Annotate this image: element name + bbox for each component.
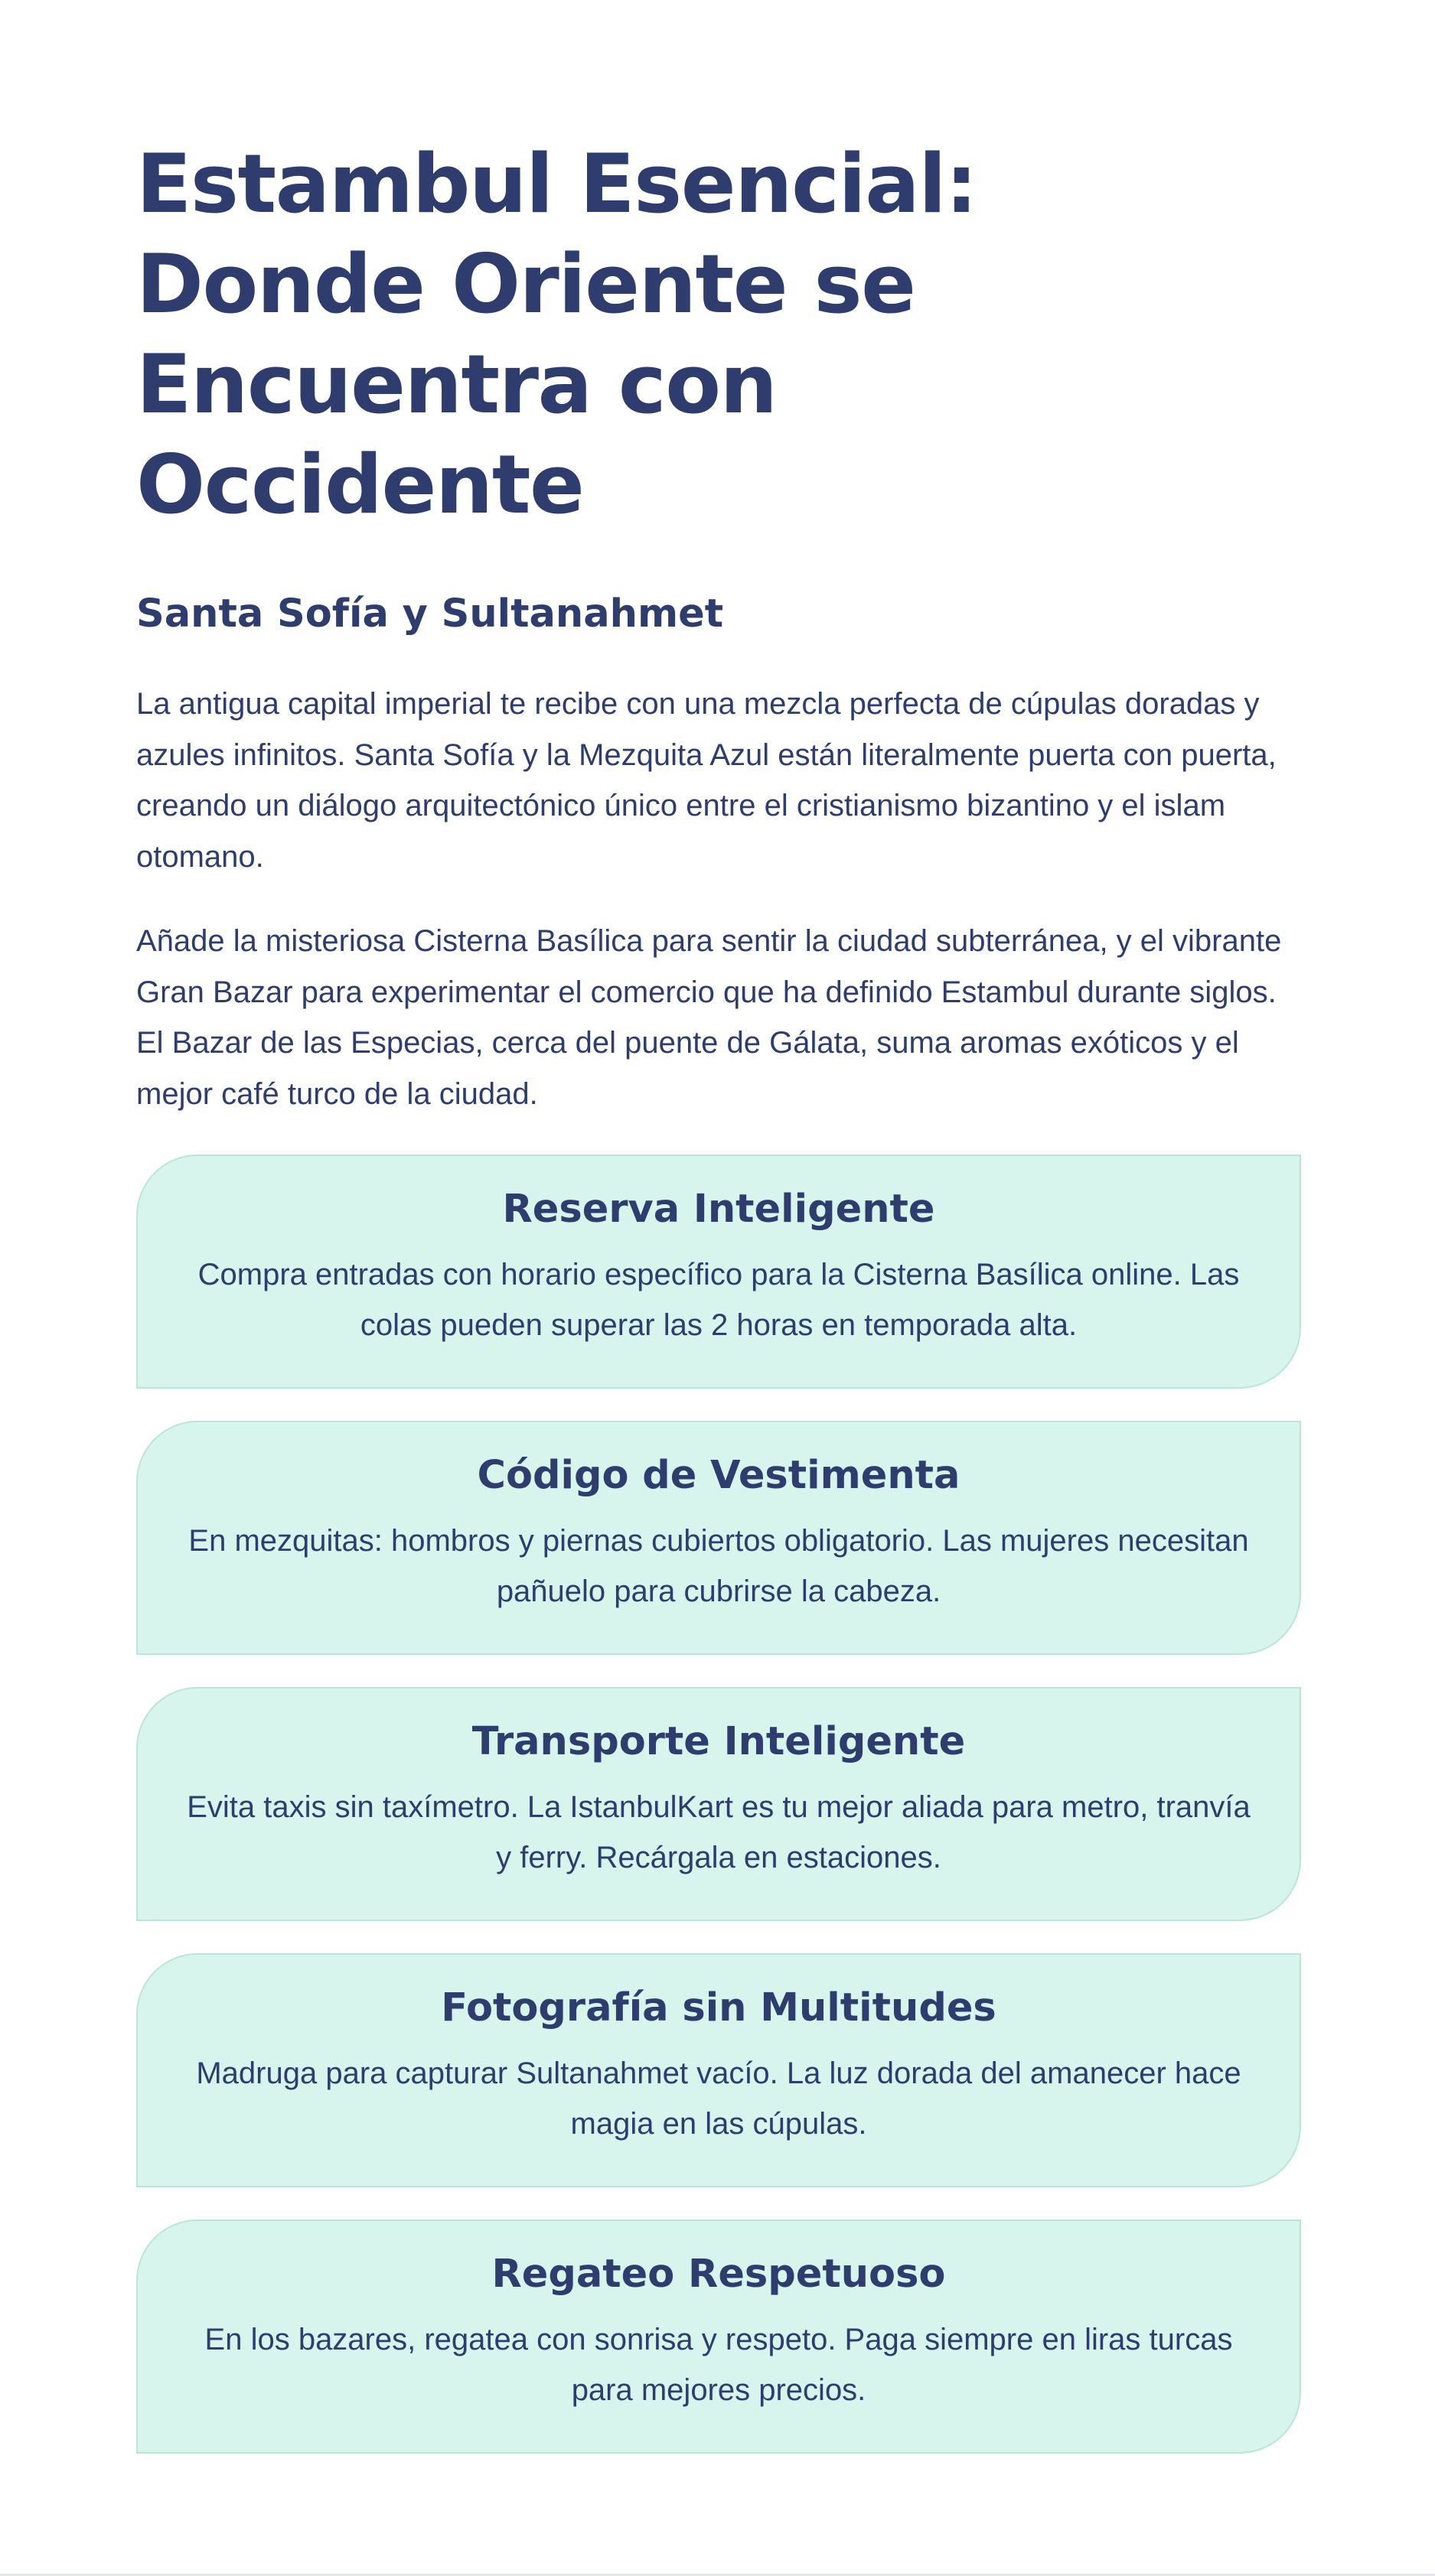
tip-text: Evita taxis sin taxímetro. La IstanbulKart es tu mejor aliada para metro, tranvía y ferry. Recárgala en estaciones. bbox=[187, 1790, 1251, 1874]
tip-text: En los bazares, regatea con sonrisa y respeto. Paga siempre en liras turcas para mejores precios. bbox=[204, 2323, 1233, 2407]
tip-text: En mezquitas: hombros y piernas cubiertos obligatorio. Las mujeres necesitan pañuelo para cubrirse la cabeza. bbox=[188, 1524, 1249, 1608]
page-title: Estambul Esencial: Donde Oriente se Encuentra con Occidente bbox=[136, 137, 977, 532]
article bbox=[136, 134, 1301, 2486]
tip-title: Transporte Inteligente bbox=[471, 1719, 966, 1764]
tips-list bbox=[136, 1154, 1301, 2454]
section-heading: Santa Sofía y Sultanahmet bbox=[136, 591, 724, 637]
tip-title: Código de Vestimenta bbox=[477, 1453, 960, 1498]
tip-card-transporte bbox=[136, 1687, 1301, 1921]
tip-title: Regateo Respetuoso bbox=[491, 2252, 946, 2297]
tip-card-reserva bbox=[136, 1154, 1301, 1389]
tip-card-regateo bbox=[136, 2219, 1301, 2454]
tip-title: Fotografía sin Multitudes bbox=[441, 1985, 996, 2031]
tip-card-fotografia bbox=[136, 1953, 1301, 2187]
body-paragraph: Añade la misteriosa Cisterna Basílica para sentir la ciudad subterránea, y el vibrante Gran Bazar para experimentar el comercio que ha definido Estambul durante siglos. El Bazar de las Especias, cerca del puente de Gálata, suma aromas exóticos y el mejor café turco de la ciudad. bbox=[136, 924, 1282, 1111]
tip-text: Compra entradas con horario específico para la Cisterna Basílica online. Las colas pueden superar las 2 horas en temporada alta. bbox=[197, 1258, 1240, 1342]
tip-text: Madruga para capturar Sultanahmet vacío. La luz dorada del amanecer hace magia en las cúpulas. bbox=[196, 2057, 1241, 2141]
tip-title: Reserva Inteligente bbox=[502, 1187, 935, 1232]
tip-card-vestimenta bbox=[136, 1421, 1301, 1655]
intro-paragraph: La antigua capital imperial te recibe con una mezcla perfecta de cúpulas doradas y azules infinitos. Santa Sofía y la Mezquita Azul están literalmente puerta con puerta, creando un diálogo arquitectónico único entre el cristianismo bizantino y el islam otomano. bbox=[136, 687, 1277, 874]
